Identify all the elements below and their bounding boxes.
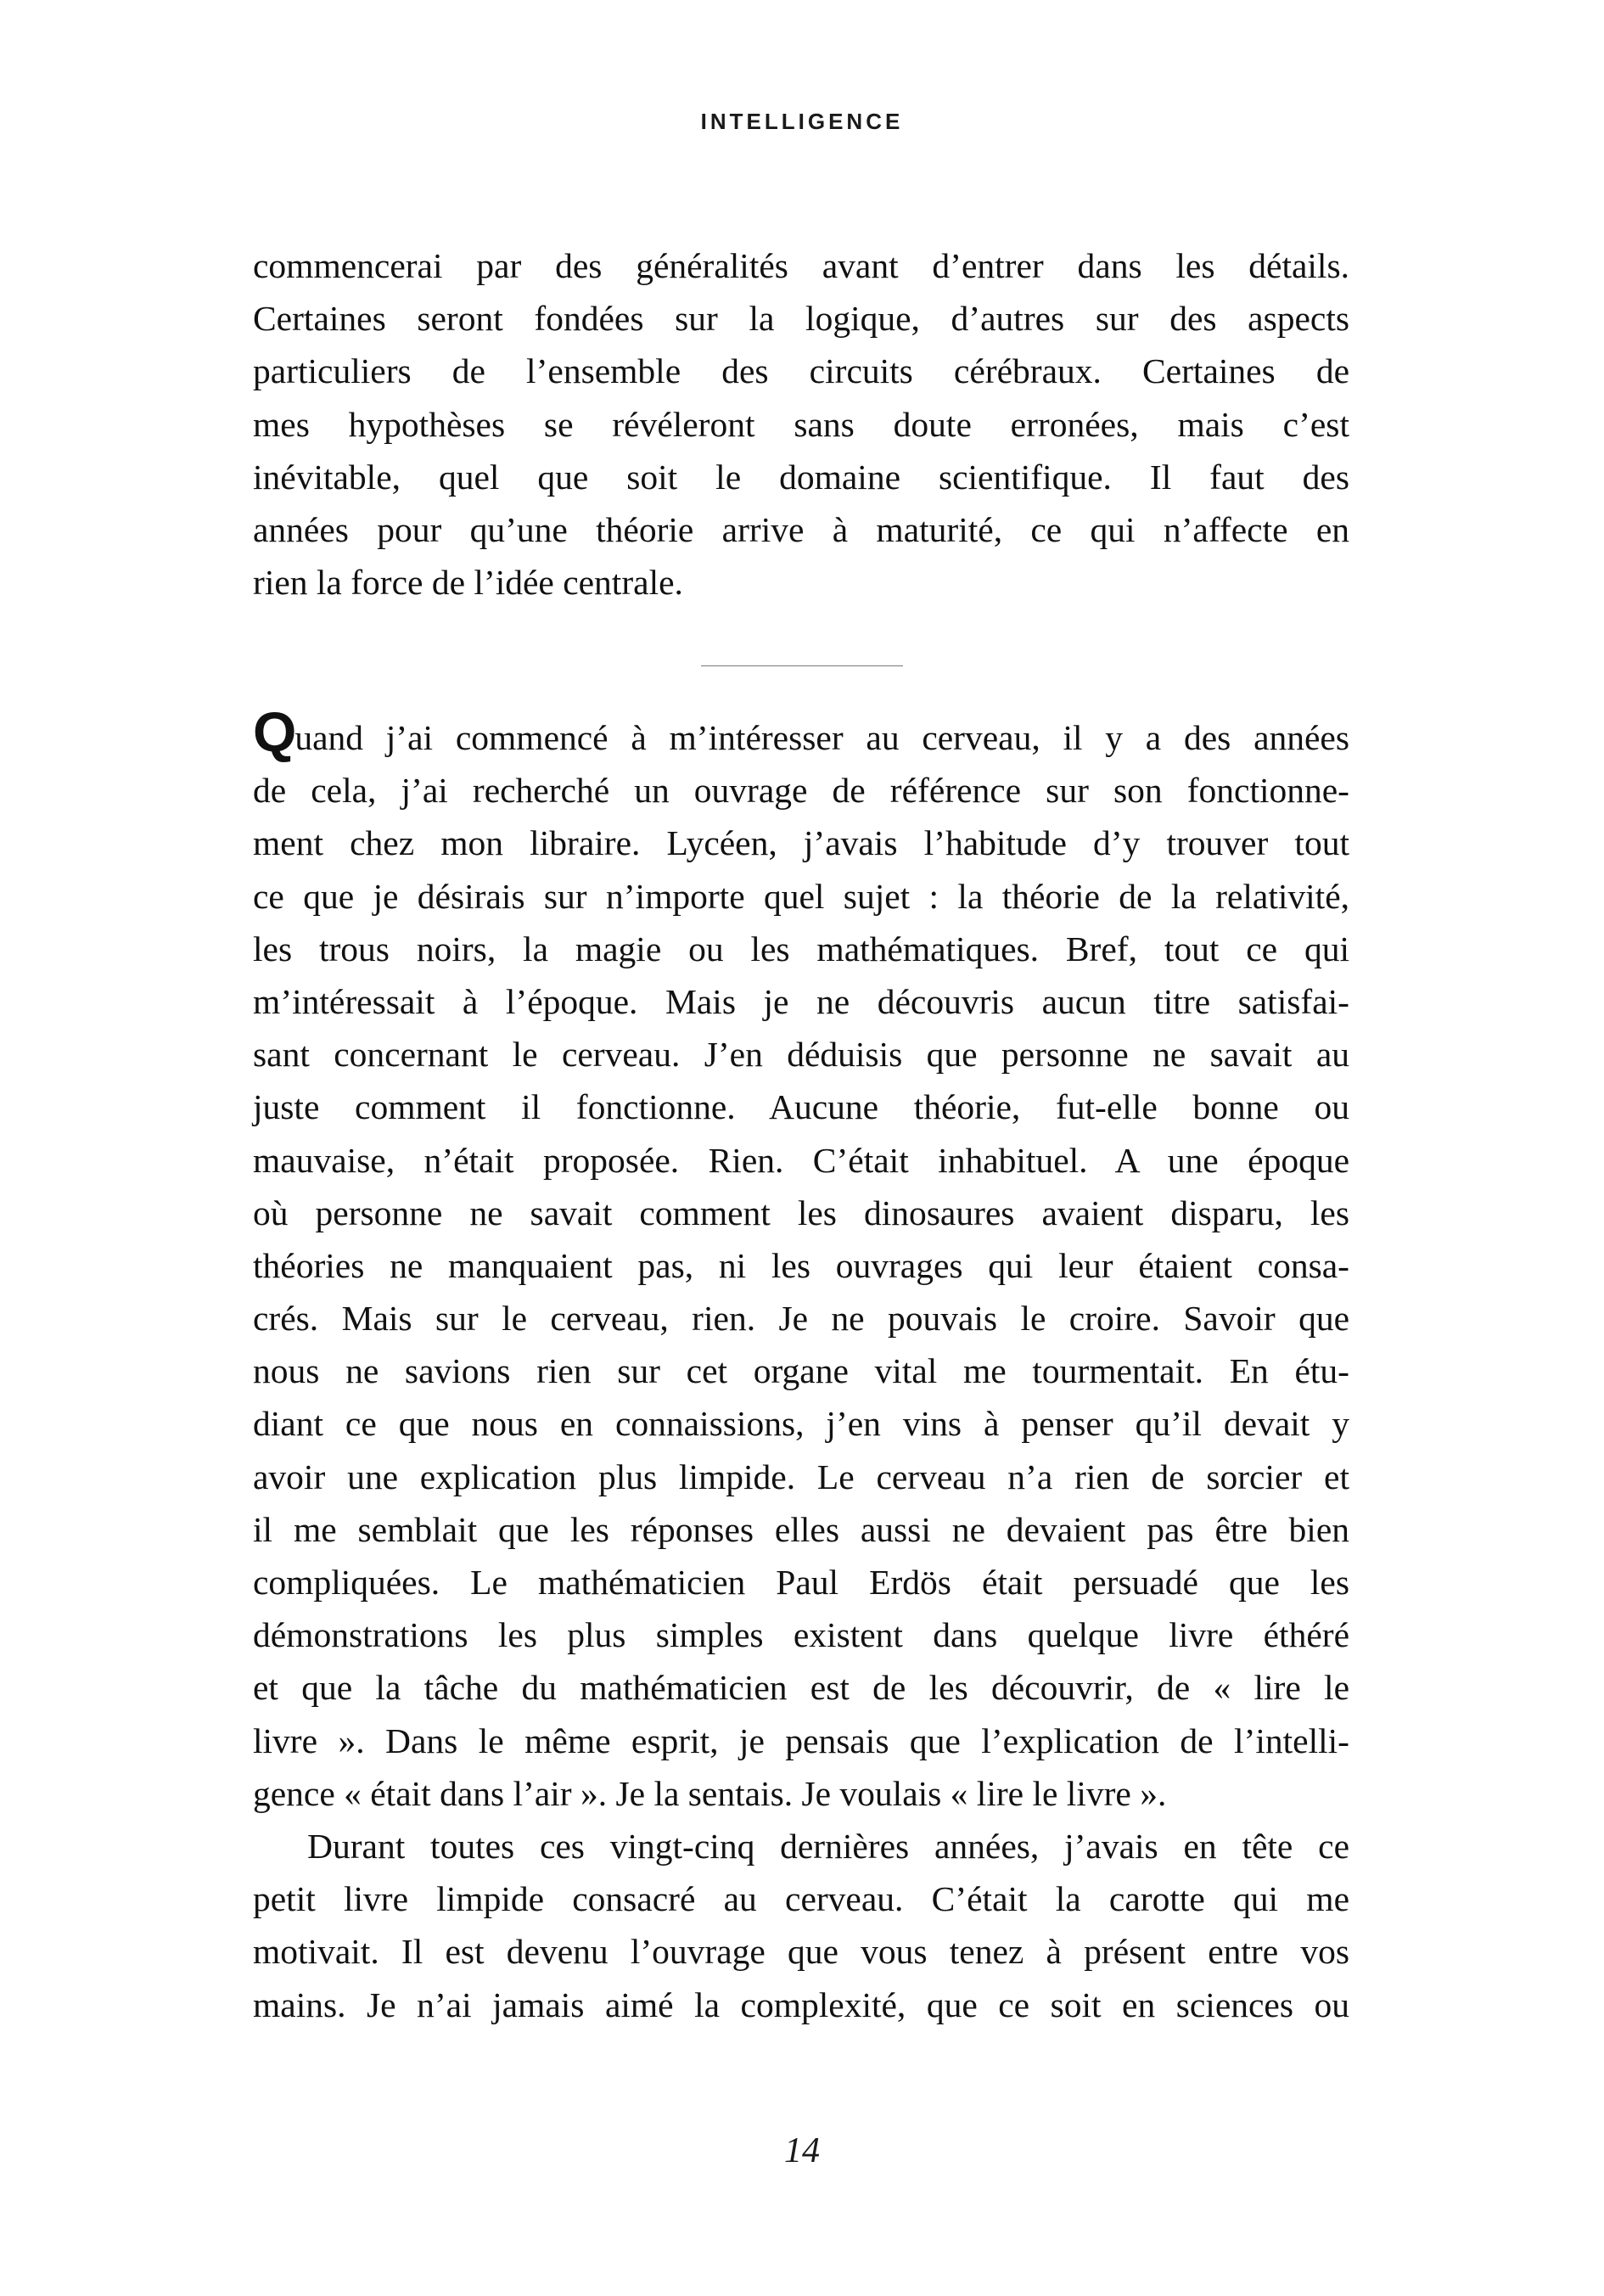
drop-cap: Q [253,700,295,763]
text-line: ment chez mon libraire. Lycéen, j’avais l’habitude d’y trouver tout [253,823,1349,863]
running-head: INTELLIGENCE [700,109,904,134]
text-line: diant ce que nous en connaissions, j’en vins à penser qu’il devait y [253,1404,1349,1444]
text-line: sant concernant le cerveau. J’en déduisis que personne ne savait au [253,1035,1349,1075]
text-line: de cela, j’ai recherché un ouvrage de référence sur son fonctionne- [253,771,1349,811]
text-line: mains. Je n’ai jamais aimé la complexité, que ce soit en sciences ou [253,1984,1349,2024]
text-line-rest: uand j’ai commencé à m’intéresser au cerveau, il y a des années [294,718,1349,757]
text-line: juste comment il fonctionne. Aucune théorie, fut-elle bonne ou [253,1087,1349,1127]
text-line: nous ne savions rien sur cet organe vital me tourmentait. En étu- [253,1351,1349,1391]
text-line: Durant toutes ces vingt-cinq dernières années, j’avais en tête ce [307,1826,1349,1866]
text-line: Certaines seront fondées sur la logique, d’autres sur des aspects [253,299,1349,339]
text-line: inévitable, quel que soit le domaine scientifique. Il faut des [253,457,1349,497]
text-line: commencerai par des généralités avant d’entrer dans les détails. [253,246,1349,285]
text-line-first [253,700,1349,764]
text-line: démonstrations les plus simples existent dans quelque livre éthéré [253,1615,1349,1655]
text-line: livre ». Dans le même esprit, je pensais que l’explication de l’intelli- [253,1721,1349,1760]
paragraph-2-and-3 [253,700,1349,2031]
text-line: gence « était dans l’air ». Je la sentais. Je voulais « lire le livre ». [253,1773,1167,1813]
text-line: mes hypothèses se révéleront sans doute erronées, mais c’est [253,404,1349,444]
text-line: théories ne manquaient pas, ni les ouvrages qui leur étaient consa- [253,1245,1349,1285]
text-line: années pour qu’une théorie arrive à maturité, ce qui n’affecte en [253,509,1349,549]
text-line: compliquées. Le mathématicien Paul Erdös était persuadé que les [253,1563,1349,1602]
paragraph-1 [253,239,1349,609]
page-number: 14 [784,2131,820,2170]
text-line: rien la force de l’idée centrale. [253,563,683,603]
text-line: petit livre limpide consacré au cerveau. C’était la carotte qui me [253,1879,1349,1919]
text-line: crés. Mais sur le cerveau, rien. Je ne pouvais le croire. Savoir que [253,1299,1349,1339]
text-line: et que la tâche du mathématicien est de les découvrir, de « lire le [253,1668,1349,1708]
text-line: m’intéressait à l’époque. Mais je ne découvris aucun titre satisfai- [253,981,1349,1021]
text-line: avoir une explication plus limpide. Le cerveau n’a rien de sorcier et [253,1457,1349,1496]
text-line: ce que je désirais sur n’importe quel sujet : la théorie de la relativité, [253,876,1349,916]
text-line: mauvaise, n’était proposée. Rien. C’était inhabituel. A une époque [253,1140,1349,1180]
text-line: les trous noirs, la magie ou les mathématiques. Bref, tout ce qui [253,929,1349,968]
text-line: particuliers de l’ensemble des circuits cérébraux. Certaines de [253,351,1349,391]
text-line: motivait. Il est devenu l’ouvrage que vous tenez à présent entre vos [253,1932,1349,1972]
section-divider [701,665,903,666]
text-line: il me semblait que les réponses elles aussi ne devaient pas être bien [253,1509,1349,1549]
text-line: où personne ne savait comment les dinosaures avaient disparu, les [253,1193,1349,1232]
